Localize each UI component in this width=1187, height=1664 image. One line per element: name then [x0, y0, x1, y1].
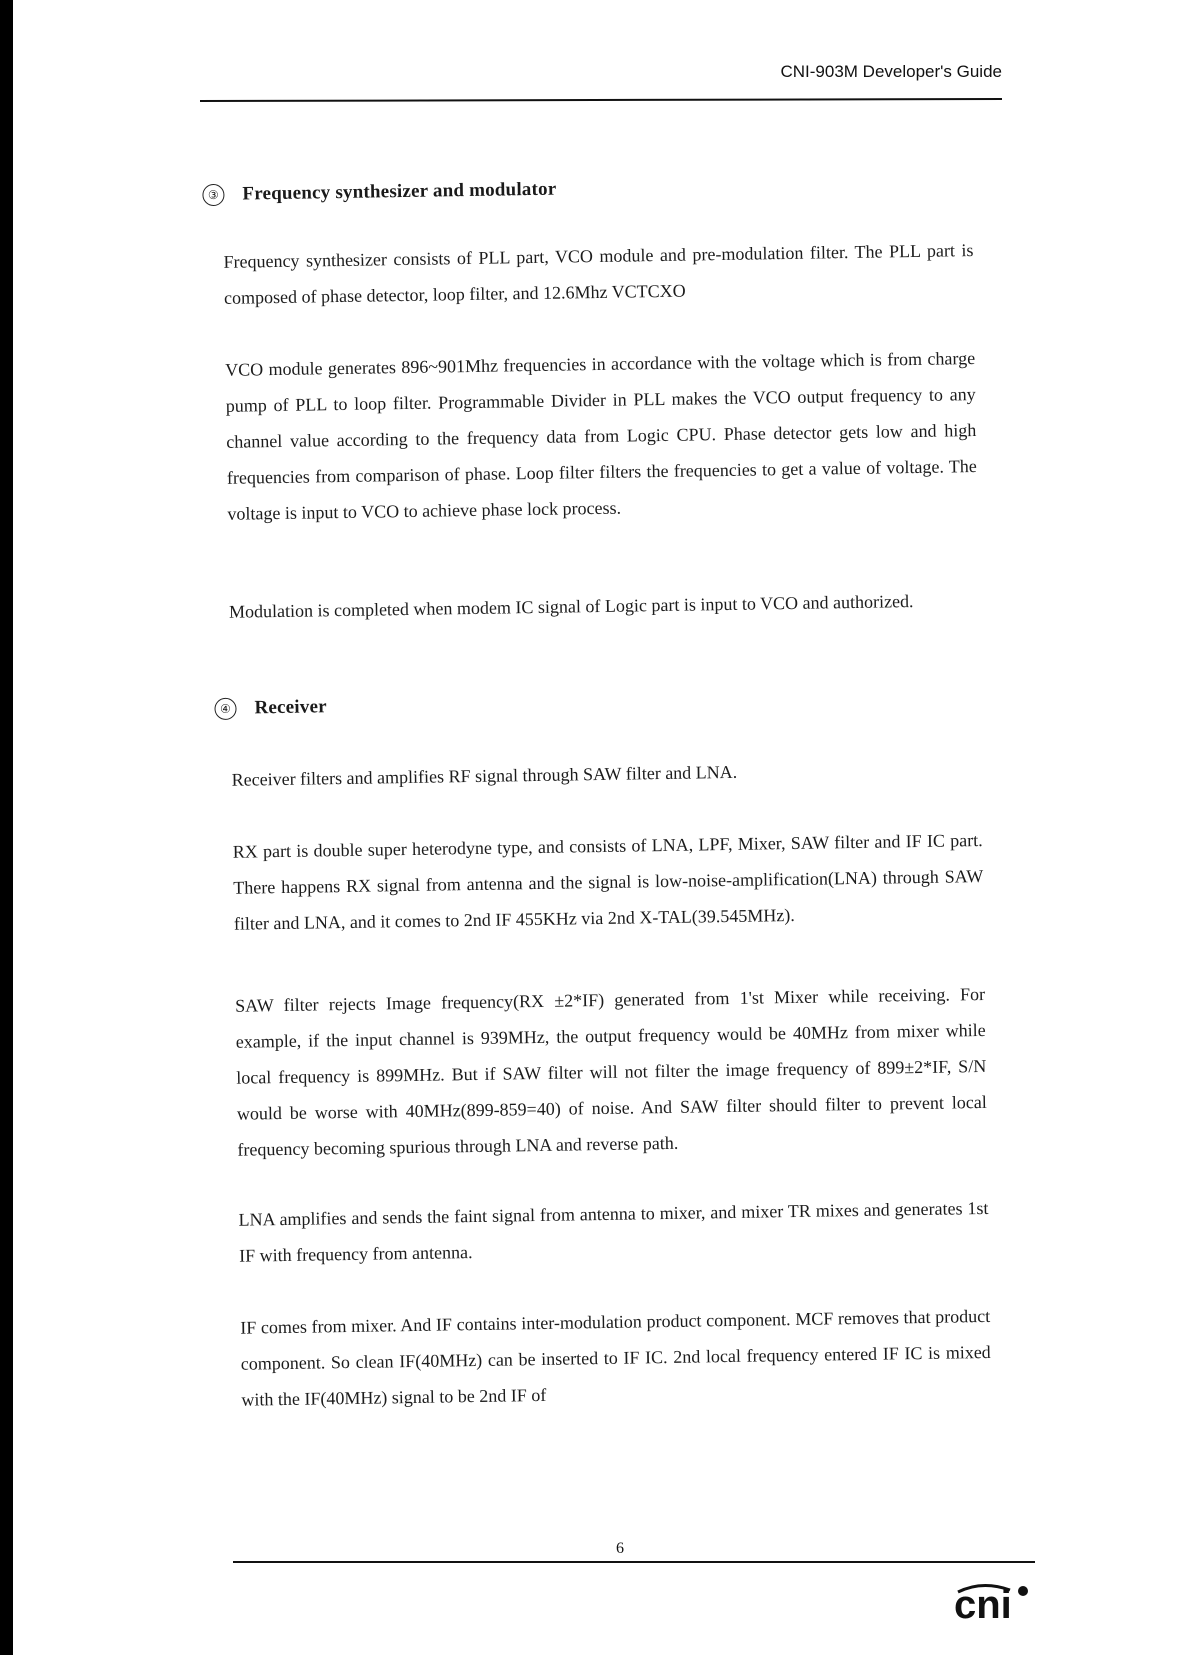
section-number: ③: [202, 184, 224, 206]
paragraph: VCO module generates 896~901Mhz frequencies in accordance with the voltage which is from charge pump of PLL to loop filter. Programmable Divider in PLL makes the VCO output frequency to any channel value according to the frequency data from Logic CPU. Phase detector gets low and high frequencies from comparison of phase. Loop filter filters the frequencies to get a value of voltage. The voltage is input to VCO to achieve phase lock process.: [225, 348, 977, 524]
page-number: 6: [616, 1540, 624, 1557]
paragraph: Frequency synthesizer consists of PLL part, VCO module and pre-modulation filter. The PLL part is composed of phase detector, loop filter, and 12.6Mhz VCTCXO: [223, 240, 974, 308]
section-heading-synthesizer: [202, 179, 556, 207]
section-title: Receiver: [254, 696, 327, 719]
paragraph: Receiver filters and amplifies RF signal through SAW filter and LNA.: [231, 761, 738, 790]
section-heading-receiver: [214, 696, 327, 720]
section-number: ④: [214, 698, 236, 720]
paragraph: IF comes from mixer. And IF contains inter-modulation product component. MCF removes that product component. So clean IF(40MHz) can be inserted to IF IC. 2nd local frequency entered IF IC is mixed with the IF(40MHz) signal to be 2nd IF of: [240, 1305, 991, 1410]
footer-rule: [233, 1561, 1035, 1563]
paragraph: SAW filter rejects Image frequency(RX ±2*IF) generated from 1'st Mixer while receiving. For example, if the input channel is 939MHz, the output frequency would be 40MHz from mixer while local frequency is 899MHz. But if SAW filter will not filter the image frequency of 899±2*IF, S/N would be worse with 40MHz(899-859=40) of noise. And SAW filter should filter to prevent local frequency becoming spurious through LNA and reverse path.: [235, 983, 987, 1160]
paragraph: Modulation is completed when modem IC signal of Logic part is input to VCO and authorized.: [228, 591, 914, 622]
paragraph: LNA amplifies and sends the faint signal from antenna to mixer, and mixer TR mixes and generates 1st IF with frequency from antenna.: [238, 1197, 989, 1266]
logo-text: cni: [954, 1583, 1012, 1624]
running-header: CNI-903M Developer's Guide: [780, 62, 1002, 81]
section-title: Frequency synthesizer and modulator: [242, 178, 557, 205]
paragraph: RX part is double super heterodyne type, and consists of LNA, LPF, Mixer, SAW filter and IF IC part. There happens RX signal from antenna and the signal is low-noise-amplification(LNA) through SAW filter and LNA, and it comes to 2nd IF 455KHz via 2nd X-TAL(39.545MHz).: [232, 829, 984, 934]
logo-dot: [1018, 1586, 1028, 1596]
cni-logo-icon: [952, 1582, 1032, 1624]
